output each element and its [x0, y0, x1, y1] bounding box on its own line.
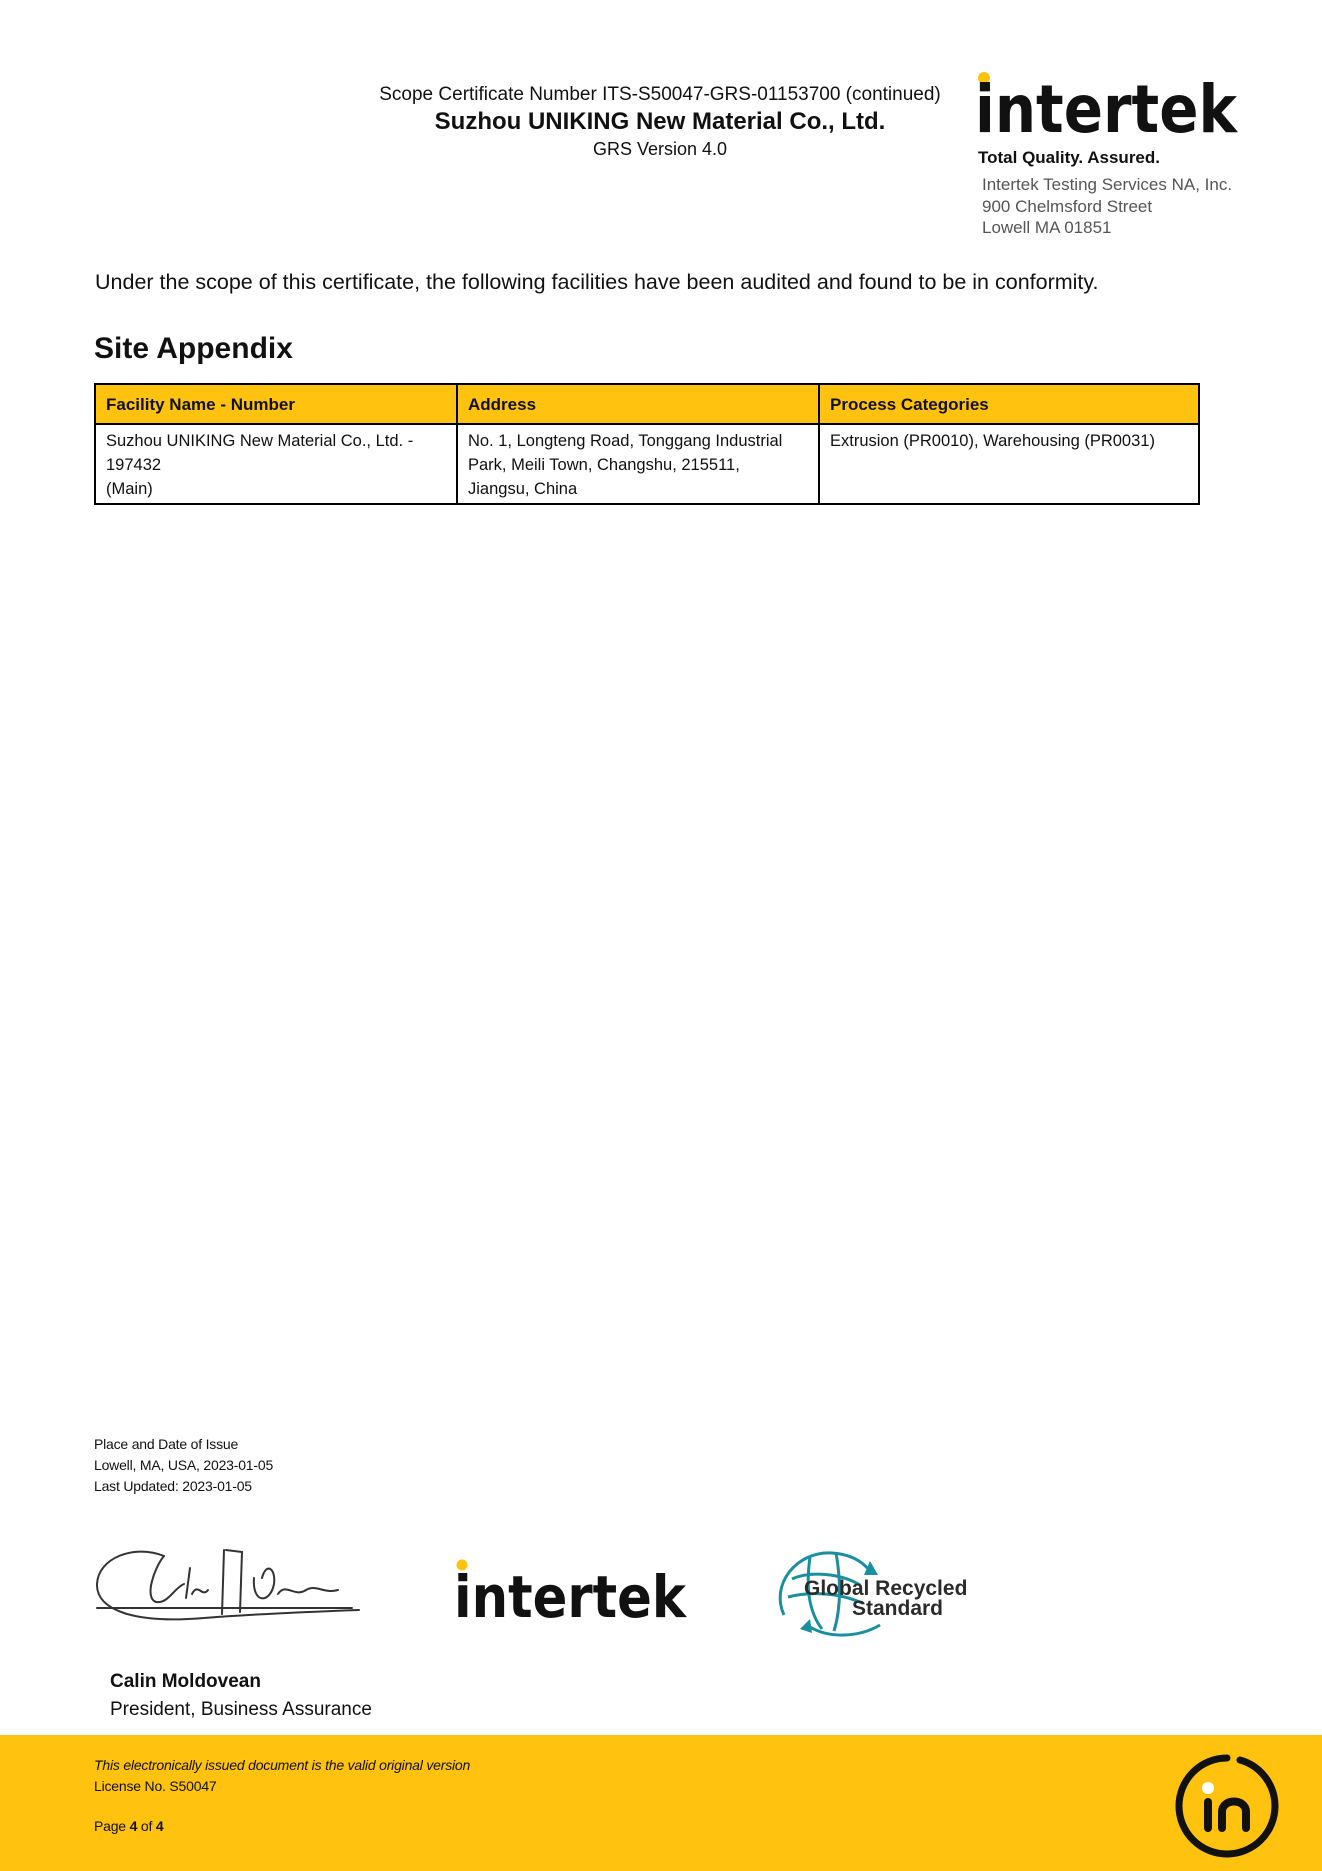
address-line: Jiangsu, China [468, 480, 578, 498]
page-indicator [94, 1818, 163, 1834]
column-header-facility: Facility Name - Number [95, 384, 457, 424]
page-total: 4 [155, 1818, 164, 1834]
page-current: 4 [129, 1818, 138, 1834]
intertek-logo [454, 1555, 690, 1631]
address-cell [457, 424, 819, 504]
global-recycled-standard-logo [770, 1545, 970, 1640]
footer-validity-note: This electronically issued document is the valid original version [94, 1757, 471, 1773]
standard-version: GRS Version 4.0 [592, 139, 728, 159]
last-updated: Last Updated: 2023-01-05 [94, 1478, 252, 1494]
intertek-logo-text: intertek [454, 1563, 688, 1631]
certificate-header [300, 84, 1020, 160]
address-line: No. 1, Longteng Road, Tonggang Industrial [468, 432, 783, 450]
company-name: Suzhou UNIKING New Material Co., Ltd. [434, 108, 886, 135]
issuer-address-line: Lowell MA 01851 [982, 218, 1112, 237]
page-prefix: Page [94, 1818, 130, 1834]
facility-line: (Main) [106, 480, 153, 498]
signer-name: Calin Moldovean [110, 1671, 261, 1692]
facility-cell [95, 424, 457, 504]
page-of: of [137, 1818, 156, 1834]
column-header-address: Address [457, 384, 819, 424]
facility-line: Suzhou UNIKING New Material Co., Ltd. - [106, 432, 414, 450]
intro-statement: Under the scope of this certificate, the following facilities have been audited and found to be in conformity. [95, 270, 1099, 294]
process-cell: Extrusion (PR0010), Warehousing (PR0031) [819, 424, 1199, 504]
issue-place-date: Lowell, MA, USA, 2023-01-05 [94, 1457, 274, 1473]
brand-tagline: Total Quality. Assured. [978, 148, 1160, 167]
intertek-logo-text: intertek [975, 71, 1239, 148]
certificate-number: Scope Certificate Number ITS-S50047-GRS-01153700 (continued) [379, 84, 941, 105]
issuer-address [982, 174, 1232, 239]
facility-line: 197432 [106, 456, 162, 474]
site-appendix-table [94, 383, 1200, 505]
table-header-row [95, 384, 1199, 424]
column-header-process: Process Categories [819, 384, 1199, 424]
issue-label: Place and Date of Issue [94, 1436, 239, 1452]
grs-text-line1: Global Recycled [804, 1577, 968, 1600]
grs-text-line2: Standard [852, 1597, 944, 1620]
address-line: Park, Meili Town, Changshu, 215511, [468, 456, 740, 474]
footer-band [0, 1735, 1322, 1871]
signer-title: President, Business Assurance [110, 1699, 372, 1720]
intertek-in-icon [1170, 1750, 1285, 1865]
signature-image [94, 1538, 374, 1633]
license-number: License No. S50047 [94, 1778, 217, 1794]
issue-info [94, 1434, 273, 1497]
table-row [95, 424, 1199, 504]
intertek-logo [975, 70, 1245, 148]
issuer-address-line: 900 Chelmsford Street [982, 196, 1153, 216]
section-title: Site Appendix [94, 332, 293, 365]
issuer-address-line: Intertek Testing Services NA, Inc. [982, 175, 1233, 194]
